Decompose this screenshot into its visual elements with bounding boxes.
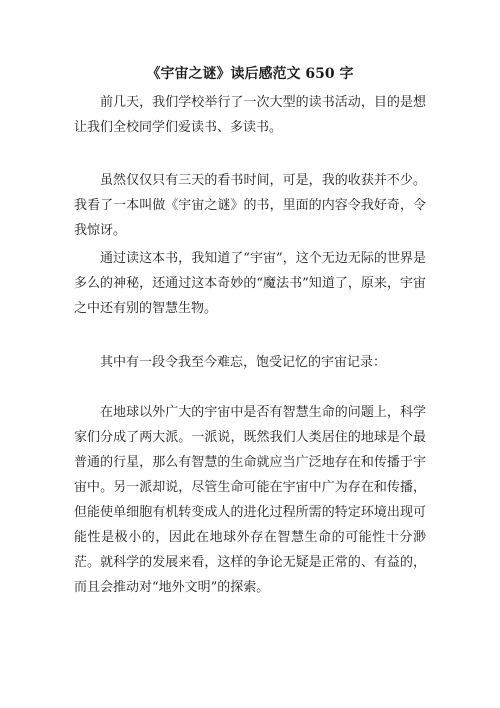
paragraph-2: 虽然仅仅只有三天的看书时间，可是，我的收获并不少。我看了一本叫做《宇宙之谜》的书，里面的内容令我好奇，令我惊讶。 [74, 173, 426, 238]
paragraph-4: 其中有一段令我至今难忘，饱受记忆的宇宙记录： [100, 355, 387, 370]
paragraph-1: 前几天，我们学校举行了一次大型的读书活动，目的是想让我们全校同学们爱读书、多读书。 [74, 95, 426, 135]
document-title: 《宇宙之谜》读后感范文 650 字 [146, 66, 354, 82]
paragraph-5: 在地球以外广大的宇宙中是否有智慧生命的问题上，科学家们分成了两大派。一派说，既然我们人类居住的地球是个最普通的行星，那么有智慧的生命就应当广泛地存在和传播于宇宙中。另一派却说，尽管生命可能在宇宙中广为存在和传播，但能使单细胞有机转变成人的进化过程所需的特定环境出现可能性是极小的，因此在地球外存在智慧生命的可能性十分渺茫。就科学的发展来看，这样的争论无疑是正常的、有益的，而且会推动对“地外文明”的探索。 [74, 405, 426, 595]
paragraph-3: 通过读这本书，我知道了“宇宙”，这个无边无际的世界是多么的神秘，还通过这本奇妙的“魔法书”知道了，原来，宇宙之中还有别的智慧生物。 [74, 251, 426, 316]
